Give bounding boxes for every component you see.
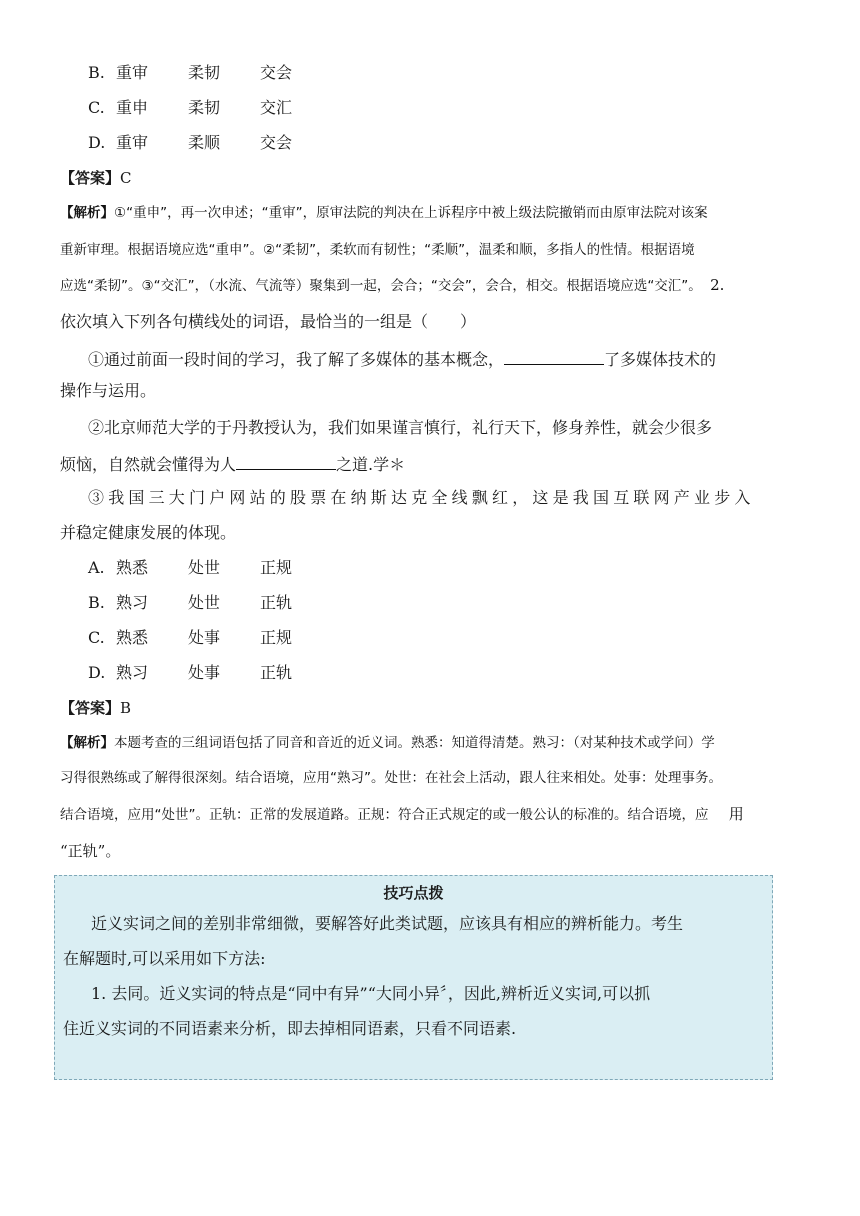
tips-title: 技巧点拨 — [383, 884, 444, 902]
option-word-1: 熟习 — [116, 663, 149, 682]
option-word-1: 熟悉 — [116, 558, 149, 577]
option-word-1: 重审 — [116, 133, 149, 152]
tips-line-3: 1. 去同。近义实词的特点是“同中有异”“大同小异〞，因此,辨析近义实词,可以抓 — [91, 984, 651, 1003]
analysis-text: ①“重申”，再一次申述；“重审”，原审法院的判决在上诉程序中被上级法院撤销而由原审法院对该案 — [114, 205, 708, 221]
option-key: C. — [88, 628, 105, 647]
option-word-1: 重申 — [116, 98, 149, 117]
option-word-2: 柔韧 — [188, 98, 221, 117]
q2-option-b — [88, 593, 292, 613]
option-word-1: 重审 — [116, 63, 149, 82]
tips-line-2: 在解题时,可以采用如下方法: — [63, 949, 266, 968]
analysis-text: 本题考查的三组词语包括了同音和音近的近义词。熟悉：知道得清楚。熟习：（对某种技术或学问）学 — [114, 735, 715, 751]
option-word-2: 处事 — [188, 628, 221, 647]
answer-label: 【答案】 — [60, 699, 121, 717]
option-word-3: 正规 — [260, 558, 293, 577]
option-word-3: 交会 — [260, 63, 293, 82]
q1-option-d — [88, 133, 292, 153]
q2-sentence-1-cont: 操作与运用。 — [60, 381, 157, 400]
option-key: D. — [88, 133, 106, 152]
analysis-label: 【解析】 — [60, 735, 114, 751]
q2-analysis-line-3 — [60, 804, 744, 825]
q2-analysis-line-2: 习得很熟练或了解得很深刻。结合语境，应用“熟习”。处世：在社会上活动，跟人往来相处。处事：处理事务。 — [60, 770, 722, 786]
q1-option-c — [88, 98, 292, 118]
sentence-text: 烦恼，自然就会懂得为人 — [60, 455, 237, 474]
q2-option-c — [88, 628, 292, 648]
q2-sentence-1 — [88, 348, 716, 370]
option-key: D. — [88, 663, 106, 682]
option-key: B. — [88, 63, 105, 82]
q2-answer — [60, 698, 131, 718]
q2-sentence-2: ②北京师范大学的于丹教授认为，我们如果谨言慎行，礼行天下，修身养性，就会少很多 — [88, 418, 713, 437]
option-word-3: 正轨 — [260, 593, 293, 612]
q2-sentence-2-cont — [60, 453, 405, 475]
option-key: A. — [88, 558, 105, 577]
sentence-text: 之道.学＊ — [336, 455, 406, 474]
sentence-text: ①通过前面一段时间的学习，我了解了多媒体的基本概念， — [88, 350, 505, 369]
question-number: 2. — [710, 276, 725, 294]
answer-value: B — [120, 699, 132, 717]
q1-option-b — [88, 63, 292, 83]
sentence-text: 了多媒体技术的 — [604, 350, 717, 369]
option-word-3: 正轨 — [260, 663, 293, 682]
fill-blank — [236, 453, 336, 470]
q2-sentence-3: ③我国三大门户网站的股票在纳斯达克全线飘红，这是我国互联网产业步入 — [88, 488, 755, 507]
answer-label: 【答案】 — [60, 169, 121, 187]
q1-analysis-line-2: 重新审理。根据语境应选“重申”。②“柔韧”，柔软而有韧性；“柔顺”，温柔和顺，多指人的性情。根据语境 — [60, 242, 695, 258]
option-word-1: 熟悉 — [116, 628, 149, 647]
option-word-3: 交汇 — [260, 98, 293, 117]
q2-analysis-line-1 — [60, 733, 715, 753]
option-word-2: 柔韧 — [188, 63, 221, 82]
q2-stem: 依次填入下列各句横线处的词语，最恰当的一组是（ ） — [60, 312, 477, 331]
q2-sentence-3-cont: 并稳定健康发展的体现。 — [60, 523, 237, 542]
tips-box — [54, 875, 773, 1080]
option-word-3: 正规 — [260, 628, 293, 647]
q2-analysis-line-4: “正轨”。 — [60, 842, 121, 860]
tips-line-1: 近义实词之间的差别非常细微，要解答好此类试题，应该具有相应的辨析能力。考生 — [91, 914, 684, 933]
option-word-2: 处世 — [188, 593, 221, 612]
q1-analysis-line-1 — [60, 203, 708, 223]
option-word-1: 熟习 — [116, 593, 149, 612]
answer-value: C — [120, 169, 132, 187]
q1-answer — [60, 168, 132, 188]
tips-line-4: 住近义实词的不同语素来分析，即去掉相同语素，只看不同语素. — [63, 1019, 517, 1038]
analysis-label: 【解析】 — [60, 205, 114, 221]
analysis-text: 结合语境，应用“处世”。正轨：正常的发展道路。正规：符合正式规定的或一般公认的标准的。结合语境，应 — [60, 807, 709, 823]
option-word-2: 处事 — [188, 663, 221, 682]
option-key: C. — [88, 98, 105, 117]
analysis-text: 应选“柔韧”。③“交汇”，（水流、气流等）聚集到一起，会合；“交会”，会合，相交。根据语境应选“交汇”。 — [60, 278, 702, 294]
option-word-3: 交会 — [260, 133, 293, 152]
q2-option-a — [88, 558, 292, 578]
option-word-2: 柔顺 — [188, 133, 221, 152]
analysis-tail: 用 — [728, 805, 744, 823]
q2-option-d — [88, 663, 292, 683]
option-word-2: 处世 — [188, 558, 221, 577]
fill-blank — [504, 348, 604, 365]
option-key: B. — [88, 593, 105, 612]
q1-analysis-line-3 — [60, 275, 724, 296]
